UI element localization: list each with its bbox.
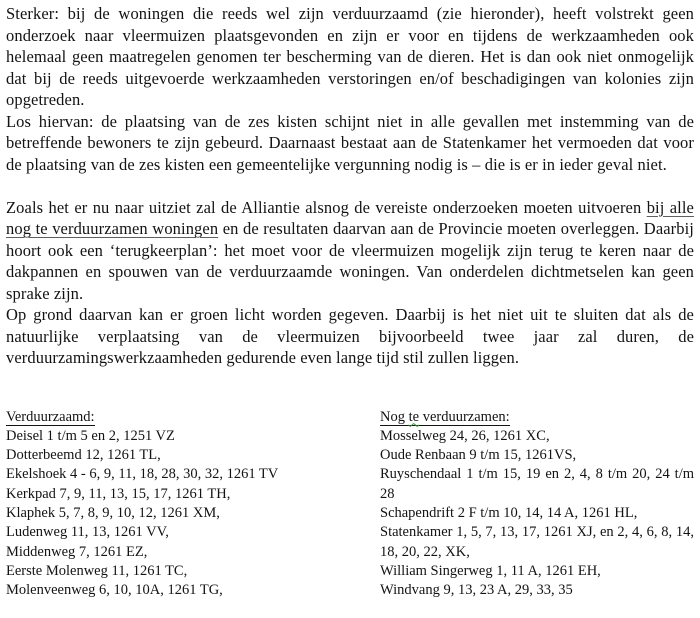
address-item: Kerkpad 7, 9, 11, 13, 15, 17, 1261 TH,	[6, 485, 231, 502]
address-item: Deisel 1 t/m 5 en 2, 1251 VZ	[6, 427, 175, 444]
address-item: Oude Renbaan 9 t/m 15, 1261VS,	[380, 447, 577, 464]
address-item: Dotterbeemd 12, 1261 TL,	[6, 447, 161, 464]
address-item: William Singerweg 1, 11 A, 1261 EH,	[380, 562, 601, 579]
paragraph-2: Los hiervan: de plaatsing van de zes kisten schijnt niet in alle gevallen met instemming van de betreffende bewoners te zijn gebeurd. Daarnaast bestaat aan de Statenkamer het vermoeden dat voor de plaatsing van de zes kisten een gemeentelijke vergunning nodig is – die is er in ieder geval niet.	[6, 111, 694, 174]
paragraph-spacer	[6, 175, 694, 197]
verduurzaamd-header-row	[6, 408, 350, 427]
paragraph-1: Sterker: bij de woningen die reeds wel zijn verduurzaamd (zie hieronder), heeft volstrekt geen onderzoek naar vleermuizen plaatsgevonden en zijn er voor en tijdens de werkzaamheden ook helemaal geen maatregelen genomen ter bescherming van de dieren. Het is dan ook niet onmogelijk dat bij de reeds uitgevoerde werkzaamheden verstoringen en/of beschadigingen van kolonies zijn opgetreden.	[6, 4, 694, 109]
address-item: Ekelshoek 4 - 6, 9, 11, 18, 28, 30, 32, 1261 TV	[6, 466, 279, 483]
nog-te-verduurzamen-header-row	[380, 408, 694, 427]
body-text	[6, 3, 694, 369]
spellcheck-squiggle: te	[408, 408, 420, 425]
address-item: Statenkamer 1, 5, 7, 13, 17, 1261 XJ, en 2, 4, 6, 8, 14, 18, 20, 22, XK,	[380, 524, 694, 560]
header-part: verduurzamen:	[419, 408, 510, 425]
address-item: Mosselweg 24, 26, 1261 XC,	[380, 427, 550, 444]
underlined-phrase: bij alle nog te verduurzamen woningen	[6, 197, 694, 238]
address-item: Ruyschendaal 1 t/m 15, 19 en 2, 4, 8 t/m 20, 24 t/m 28	[380, 466, 694, 502]
address-item: Molenveenweg 6, 10, 10A, 1261 TG,	[6, 582, 223, 599]
header-part: Nog	[380, 408, 409, 425]
nog-te-verduurzamen-header	[380, 409, 510, 426]
paragraph-3-text-before: Zoals het er nu naar uitziet zal de Alliantie alsnog de vereiste onderzoeken moeten uitvoeren	[6, 197, 647, 217]
paragraph-3-text-after: en de resultaten daarvan aan de Provincie moeten overleggen. Daarbij hoort ook een ‘terugkeerplan’: het moet voor de vleermuizen mogelijk zijn terug te keren naar de dakpannen en spouwen van de verduurzaamde woningen. Van onderdelen dichtmetselen kan geen sprake zijn.	[6, 219, 694, 303]
paragraph-3	[6, 197, 694, 305]
nog-te-verduurzamen-list	[380, 408, 694, 601]
paragraph-4: Op grond daarvan kan er groen licht worden gegeven. Daarbij is het niet uit te sluiten dat als de natuurlijke verplaatsing van de vleermuizen bijvoorbeeld twee jaar zal duren, de verduurzamingswerkzaamheden gedurende even lange tijd stil zullen liggen.	[6, 305, 694, 367]
address-item: Windvang 9, 13, 23 A, 29, 33, 35	[380, 582, 573, 599]
address-item: Klaphek 5, 7, 8, 9, 10, 12, 1261 XM,	[6, 504, 220, 521]
address-item: Ludenweg 11, 13, 1261 VV,	[6, 524, 169, 541]
address-item: Schapendrift 2 F t/m 10, 14, 14 A, 1261 HL,	[380, 504, 638, 521]
verduurzaamd-header: Verduurzaamd:	[6, 408, 95, 425]
address-item: Middenweg 7, 1261 EZ,	[6, 543, 148, 560]
address-item: Eerste Molenweg 11, 1261 TC,	[6, 562, 188, 579]
address-lists	[6, 408, 694, 601]
verduurzaamd-list	[6, 408, 350, 601]
